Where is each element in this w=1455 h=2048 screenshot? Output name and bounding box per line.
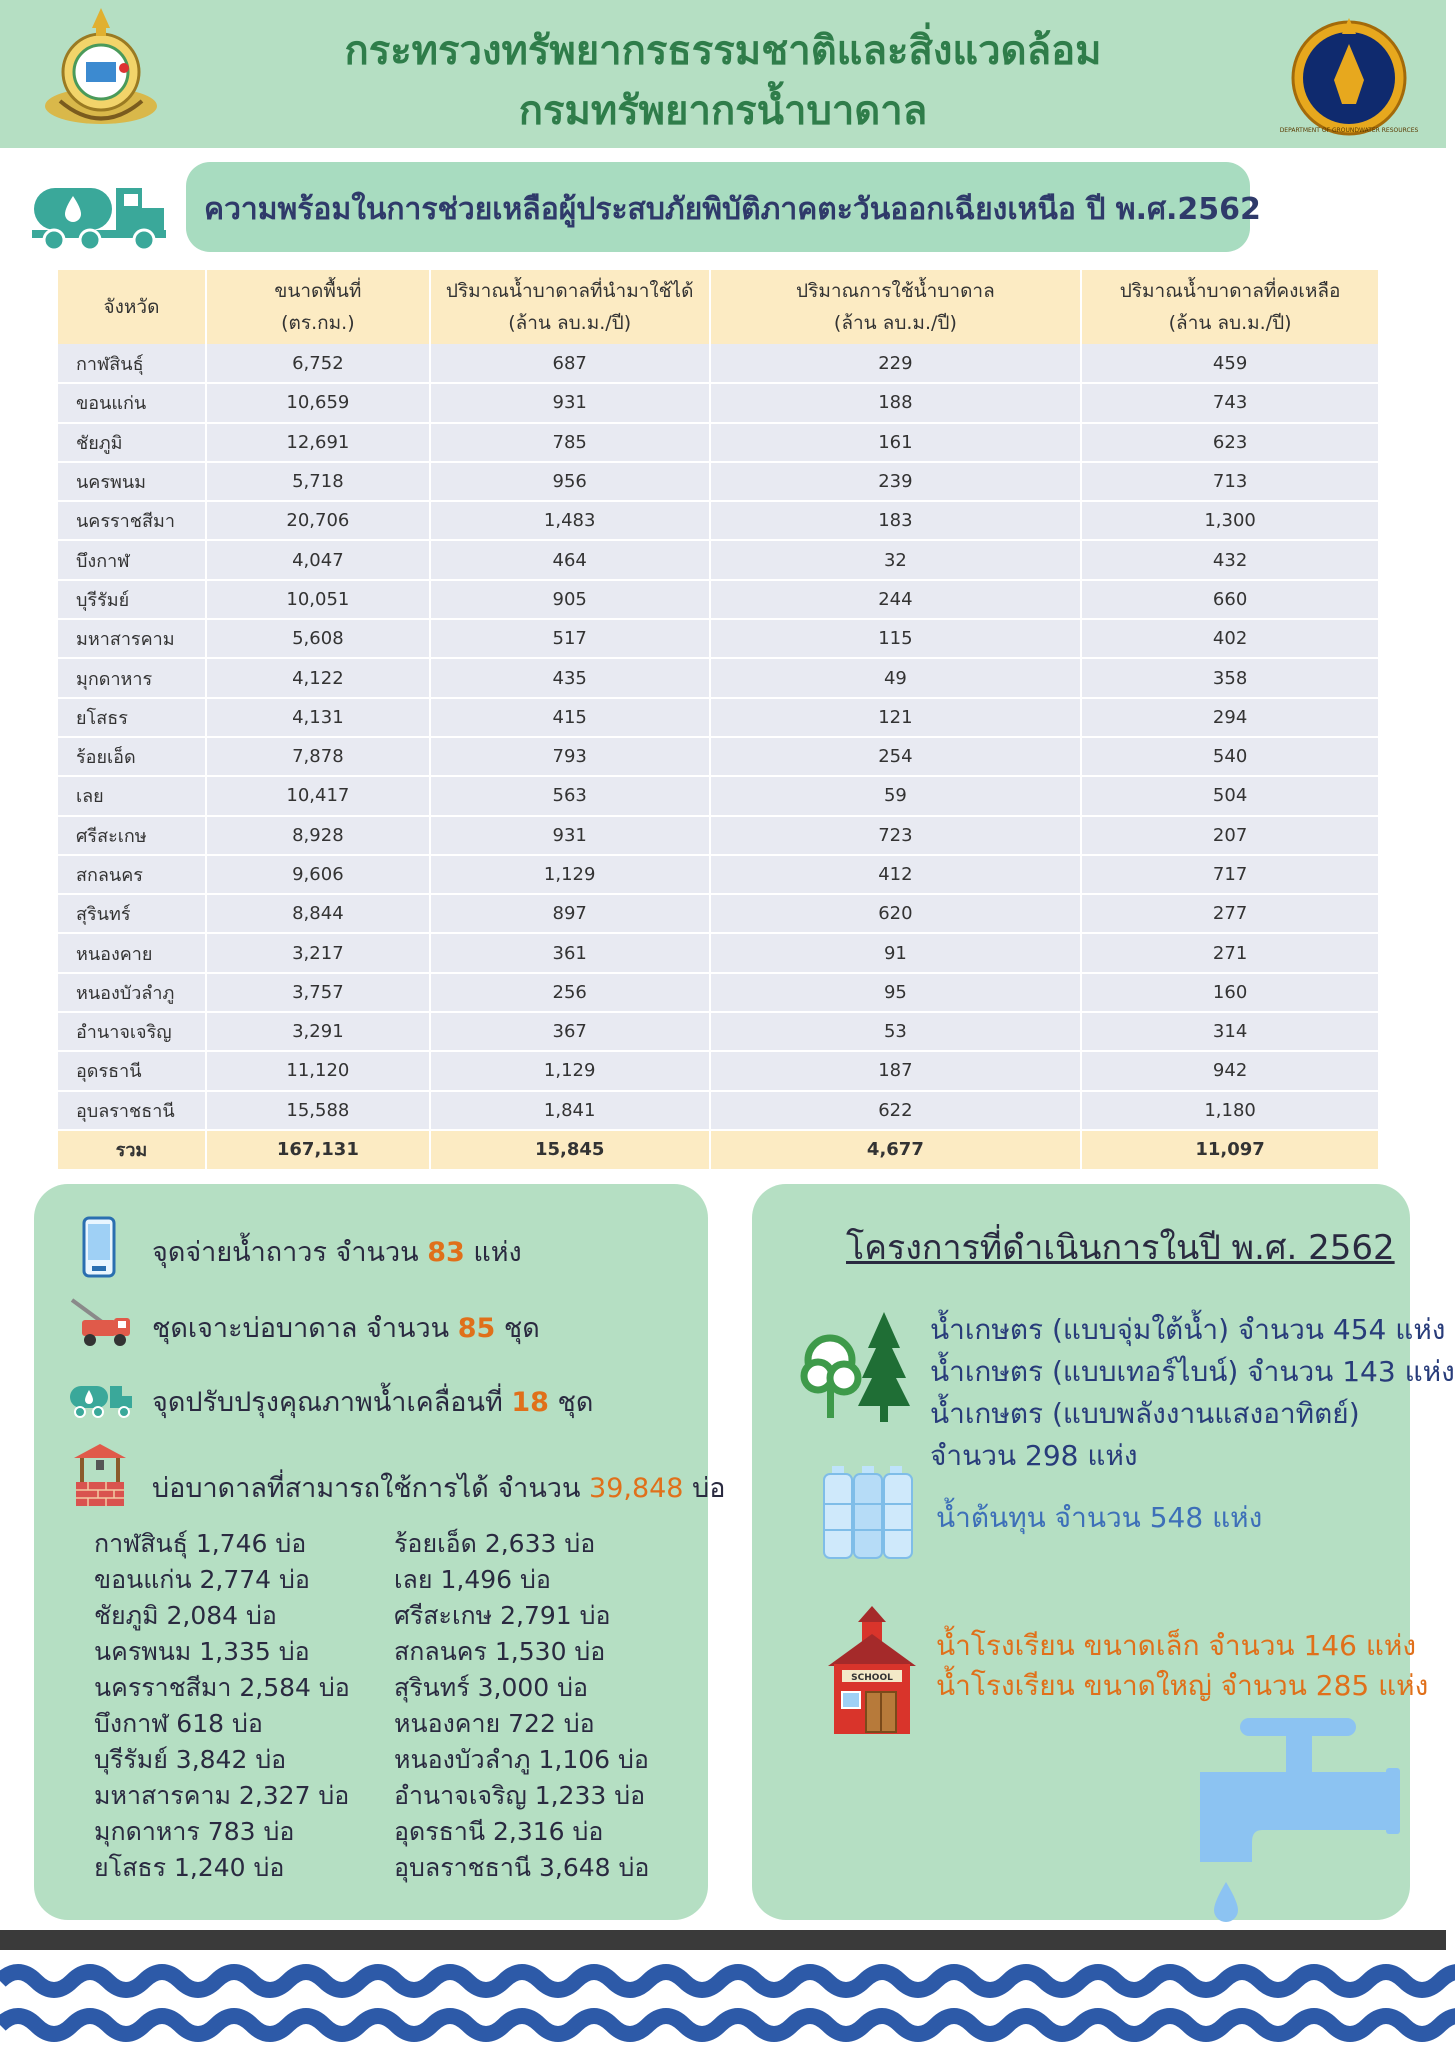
cell-used: 183 [710,501,1082,540]
mobile-treatment-text: จุดปรับปรุงคุณภาพน้ำเคลื่อนที่ 18 ชุด [152,1387,594,1418]
table-row [58,1091,1379,1130]
cell-usable: 563 [430,776,710,815]
drill-sets-count: 85 [457,1313,496,1344]
cell-remain: 402 [1081,619,1379,658]
department-emblem-icon [1279,8,1419,140]
ministry-title: กระทรวงทรัพยากรธรรมชาติและสิ่งแวดล้อม [344,28,1102,74]
cell-used: 4,677 [710,1130,1082,1170]
cell-used: 229 [710,344,1082,383]
well-count-item: อุบลราชธานี 3,648 บ่อ [394,1853,650,1882]
cell-usable: 517 [430,619,710,658]
cell-area: 167,131 [206,1130,430,1170]
cell-remain: 314 [1081,1012,1379,1051]
cell-remain: 713 [1081,462,1379,501]
header-usable: ปริมาณน้ำบาดาลที่นำมาใช้ได้ (ล้าน ลบ.ม./ปี) [430,270,710,344]
table-row [58,501,1379,540]
cell-area: 8,928 [206,816,430,855]
table-row [58,816,1379,855]
table-row [58,540,1379,579]
agri-project-line: จำนวน 298 แห่ง [930,1439,1138,1472]
cell-usable: 793 [430,737,710,776]
cell-used: 161 [710,423,1082,462]
well-count-item: ยโสธร 1,240 บ่อ [94,1853,285,1882]
cell-used: 187 [710,1051,1082,1090]
cell-remain: 207 [1081,816,1379,855]
water-faucet-icon [1192,1712,1404,1924]
cell-used: 620 [710,894,1082,933]
cell-used: 115 [710,619,1082,658]
cell-used: 95 [710,973,1082,1012]
well-count-item: ขอนแก่น 2,774 บ่อ [94,1565,310,1594]
agri-project-line: น้ำเกษตร (แบบจุ่มใต้น้ำ) จำนวน 454 แห่ง [930,1313,1446,1346]
table-row [58,462,1379,501]
cell-used: 412 [710,855,1082,894]
cell-area: 3,217 [206,933,430,972]
cell-area: 6,752 [206,344,430,383]
water-points-text: จุดจ่ายน้ำถาวร จำนวน 83 แห่ง [152,1237,522,1268]
drill-truck-icon [68,1296,132,1348]
groundwater-table [58,270,1380,1171]
well-count-item: บุรีรัมย์ 3,842 บ่อ [94,1745,287,1774]
cell-area: 5,608 [206,619,430,658]
page-title: ความพร้อมในการช่วยเหลือผู้ประสบภัยพิบัติภาคตะวันออกเฉียงเหนือ ปี พ.ศ.2562 [204,192,1261,227]
well-count-item: ร้อยเอ็ด 2,633 บ่อ [394,1529,596,1558]
table-row [58,1012,1379,1051]
cell-usable: 687 [430,344,710,383]
cell-used: 239 [710,462,1082,501]
cell-usable: 931 [430,383,710,422]
cell-remain: 1,300 [1081,501,1379,540]
cell-name: มหาสารคาม [58,619,206,658]
cell-remain: 942 [1081,1051,1379,1090]
table-row [58,855,1379,894]
cell-remain: 432 [1081,540,1379,579]
table-row [58,933,1379,972]
cell-usable: 956 [430,462,710,501]
table-row [58,383,1379,422]
table-row [58,1051,1379,1090]
cell-remain: 504 [1081,776,1379,815]
table-row [58,619,1379,658]
table-row [58,344,1379,383]
table-row [58,698,1379,737]
well-count-item: นครราชสีมา 2,584 บ่อ [94,1673,350,1702]
cell-used: 188 [710,383,1082,422]
usable-wells-count: 39,848 [589,1473,684,1504]
svg-text:DEPARTMENT OF GROUNDWATER RESO: DEPARTMENT OF GROUNDWATER RESOURCES [1279,127,1419,134]
cell-used: 254 [710,737,1082,776]
well-count-item: อุดรธานี 2,316 บ่อ [394,1817,604,1846]
cell-usable: 415 [430,698,710,737]
department-title: กรมทรัพยากรน้ำบาดาล [518,88,928,134]
agri-project-line: น้ำเกษตร (แบบเทอร์ไบน์) จำนวน 143 แห่ง [930,1355,1455,1388]
school-large-text: น้ำโรงเรียน ขนาดใหญ่ จำนวน 285 แห่ง [936,1669,1429,1702]
usable-wells-text: บ่อบาดาลที่สามารถใช้การได้ จำนวน 39,848 บ่อ [152,1473,726,1504]
cell-area: 10,417 [206,776,430,815]
table-row [58,973,1379,1012]
cell-name: เลย [58,776,206,815]
cell-area: 3,757 [206,973,430,1012]
cell-area: 15,588 [206,1091,430,1130]
well-count-item: กาฬสินธุ์ 1,746 บ่อ [94,1529,307,1558]
well-count-item: เลย 1,496 บ่อ [394,1565,551,1594]
cell-name: รวม [58,1130,206,1170]
cell-area: 4,122 [206,658,430,697]
header-remain: ปริมาณน้ำบาดาลที่คงเหลือ (ล้าน ลบ.ม./ปี) [1081,270,1379,344]
cell-area: 9,606 [206,855,430,894]
cell-name: อุดรธานี [58,1051,206,1090]
cell-area: 20,706 [206,501,430,540]
drill-sets-text: ชุดเจาะบ่อบาดาล จำนวน 85 ชุด [152,1313,540,1344]
well-count-item: มุกดาหาร 783 บ่อ [94,1817,295,1846]
cell-usable: 1,483 [430,501,710,540]
cell-name: กาฬสินธุ์ [58,344,206,383]
cell-name: บุรีรัมย์ [58,580,206,619]
cell-name: หนองคาย [58,933,206,972]
cell-remain: 540 [1081,737,1379,776]
header-area: ขนาดพื้นที่ (ตร.กม.) [206,270,430,344]
cell-area: 10,051 [206,580,430,619]
cell-name: บึงกาฬ [58,540,206,579]
cell-used: 723 [710,816,1082,855]
title-banner [186,162,1261,252]
cell-area: 7,878 [206,737,430,776]
cell-used: 32 [710,540,1082,579]
cell-usable: 435 [430,658,710,697]
well-count-item: หนองบัวลำภู 1,106 บ่อ [394,1745,649,1774]
cell-name: นครพนม [58,462,206,501]
cell-remain: 743 [1081,383,1379,422]
cell-usable: 367 [430,1012,710,1051]
header-used: ปริมาณการใช้น้ำบาดาล (ล้าน ลบ.ม./ปี) [710,270,1082,344]
cell-usable: 1,129 [430,1051,710,1090]
cell-used: 59 [710,776,1082,815]
table-total-row [58,1130,1379,1170]
water-resources-panel [34,1184,726,1920]
cell-area: 8,844 [206,894,430,933]
cell-area: 4,131 [206,698,430,737]
cell-name: ศรีสะเกษ [58,816,206,855]
well-count-item: มหาสารคาม 2,327 บ่อ [94,1781,350,1810]
trees-icon [796,1308,914,1424]
water-points-count: 83 [427,1237,465,1268]
cell-usable: 256 [430,973,710,1012]
cell-used: 121 [710,698,1082,737]
footer-bar [0,1930,1446,1950]
cell-remain: 271 [1081,933,1379,972]
cell-usable: 905 [430,580,710,619]
cell-name: ร้อยเอ็ด [58,737,206,776]
cell-area: 5,718 [206,462,430,501]
cell-remain: 294 [1081,698,1379,737]
school-icon [826,1604,918,1736]
cell-name: สุรินทร์ [58,894,206,933]
cell-area: 12,691 [206,423,430,462]
cell-usable: 1,129 [430,855,710,894]
mobile-treatment-count: 18 [511,1387,549,1418]
mobile-treatment-truck-icon [68,1380,134,1420]
cell-remain: 1,180 [1081,1091,1379,1130]
cell-usable: 1,841 [430,1091,710,1130]
cell-used: 49 [710,658,1082,697]
cell-used: 53 [710,1012,1082,1051]
cell-area: 4,047 [206,540,430,579]
well-count-item: ชัยภูมิ 2,084 บ่อ [94,1601,277,1630]
cell-name: อำนาจเจริญ [58,1012,206,1051]
cell-name: ขอนแก่น [58,383,206,422]
cell-name: นครราชสีมา [58,501,206,540]
well-count-item: บึงกาฬ 618 บ่อ [94,1709,263,1738]
header-province: จังหวัด [58,270,206,344]
table-row [58,580,1379,619]
well-count-item: ศรีสะเกษ 2,791 บ่อ [394,1601,611,1630]
cell-name: ยโสธร [58,698,206,737]
source-water-text: น้ำต้นทุน จำนวน 548 แห่ง [936,1501,1263,1534]
svg-text:SCHOOL: SCHOOL [851,1673,893,1683]
cell-remain: 277 [1081,894,1379,933]
cell-name: มุกดาหาร [58,658,206,697]
cell-used: 622 [710,1091,1082,1130]
cell-remain: 459 [1081,344,1379,383]
cell-usable: 15,845 [430,1130,710,1170]
well-count-item: สกลนคร 1,530 บ่อ [394,1637,606,1666]
table-row [58,658,1379,697]
cell-remain: 623 [1081,423,1379,462]
agri-project-line: น้ำเกษตร (แบบพลังงานแสงอาทิตย์) [930,1397,1360,1430]
projects-panel [752,1184,1455,1920]
well-count-item: อำนาจเจริญ 1,233 บ่อ [394,1781,646,1810]
table-row [58,776,1379,815]
table-row [58,737,1379,776]
well-count-item: หนองคาย 722 บ่อ [394,1709,595,1738]
cell-remain: 358 [1081,658,1379,697]
cell-usable: 464 [430,540,710,579]
water-well-icon [70,1442,130,1508]
water-dispenser-icon [82,1216,116,1278]
cell-area: 10,659 [206,383,430,422]
school-small-text: น้ำโรงเรียน ขนาดเล็ก จำนวน 146 แห่ง [936,1629,1416,1662]
cell-used: 91 [710,933,1082,972]
cell-usable: 897 [430,894,710,933]
table-row [58,423,1379,462]
cell-usable: 931 [430,816,710,855]
cell-name: ชัยภูมิ [58,423,206,462]
header-band [0,0,1446,148]
cell-area: 11,120 [206,1051,430,1090]
cell-usable: 361 [430,933,710,972]
table-row [58,894,1379,933]
cell-name: สกลนคร [58,855,206,894]
cell-name: อุบลราชธานี [58,1091,206,1130]
wave-pattern [0,1955,1446,2048]
cell-remain: 11,097 [1081,1130,1379,1170]
cell-area: 3,291 [206,1012,430,1051]
projects-title: โครงการที่ดำเนินการในปี พ.ศ. 2562 [846,1228,1395,1268]
cell-remain: 160 [1081,973,1379,1012]
water-truck-icon [32,174,166,252]
cell-remain: 660 [1081,580,1379,619]
water-bottles-icon [822,1460,914,1560]
well-count-item: นครพนม 1,335 บ่อ [94,1637,310,1666]
cell-name: หนองบัวลำภู [58,973,206,1012]
table-header-row [58,270,1379,344]
cell-usable: 785 [430,423,710,462]
cell-used: 244 [710,580,1082,619]
cell-remain: 717 [1081,855,1379,894]
well-count-item: สุรินทร์ 3,000 บ่อ [394,1673,589,1702]
